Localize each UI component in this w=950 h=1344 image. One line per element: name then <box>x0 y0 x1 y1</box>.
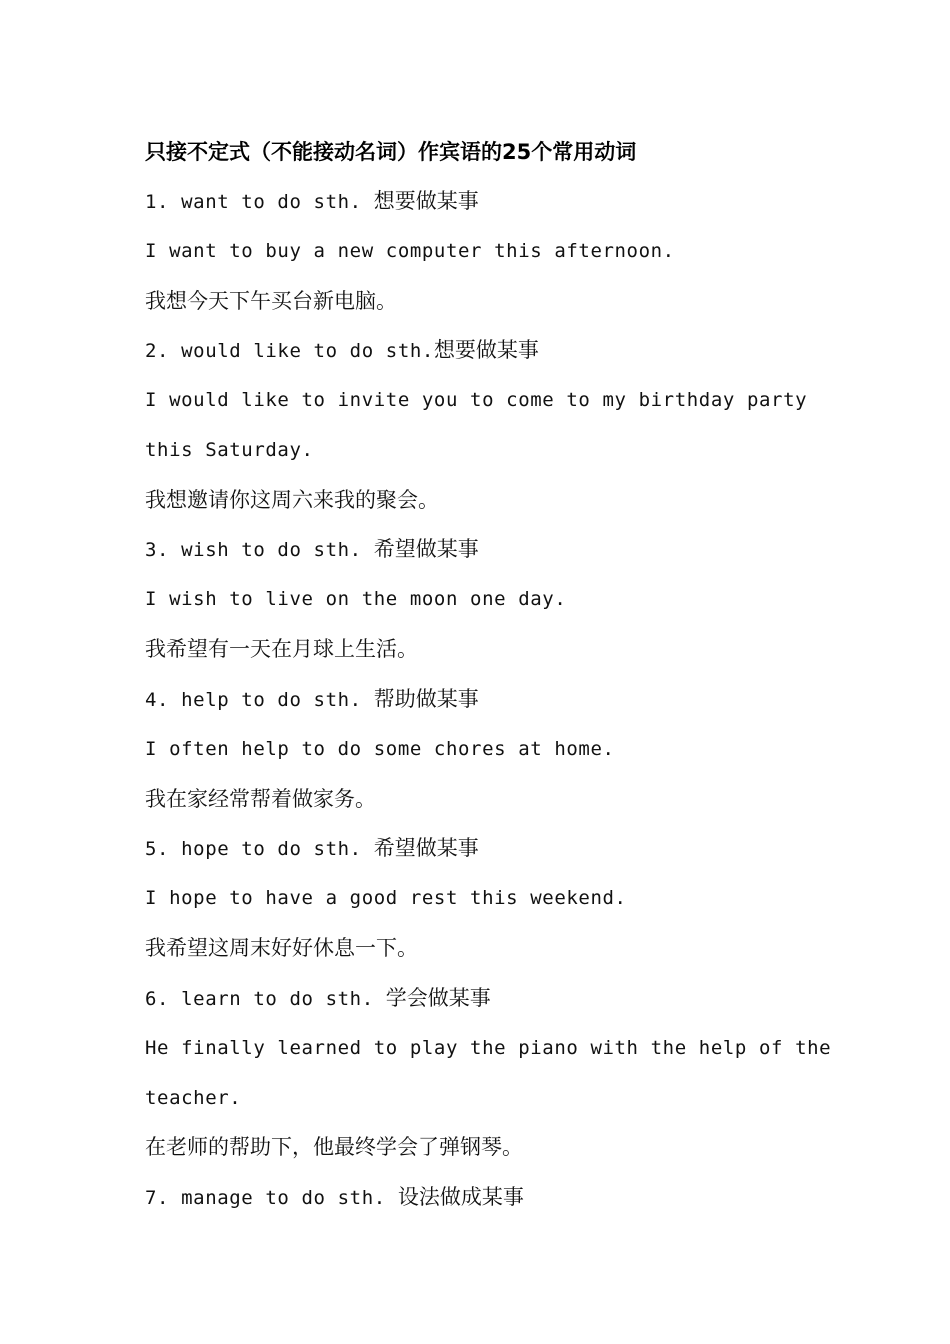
entry-heading <box>145 534 479 567</box>
example-sentence: I would like to invite you to come to my birthday party <box>145 389 808 411</box>
example-sentence: He finally learned to play the piano with the help of the <box>145 1037 832 1059</box>
entry-meaning: 希望做某事 <box>373 836 479 860</box>
example-sentence: I hope to have a good rest this weekend. <box>145 887 627 909</box>
entry-phrase: 1. want to do sth. <box>145 191 374 213</box>
example-translation: 我希望这周末好好休息一下。 <box>145 936 418 960</box>
example-translation: 我想邀请你这周六来我的聚会。 <box>145 488 439 512</box>
example-sentence-continued: this Saturday. <box>145 439 314 461</box>
example-translation: 我希望有一天在月球上生活。 <box>145 637 418 661</box>
entry-phrase: 4. help to do sth. <box>145 689 374 711</box>
entry-phrase: 7. manage to do sth. <box>145 1187 398 1209</box>
entry-meaning: 帮助做某事 <box>373 687 479 711</box>
entry-heading <box>145 1182 524 1215</box>
example-sentence: I want to buy a new computer this afternoon. <box>145 240 675 262</box>
entry-phrase: 2. would like to do sth. <box>145 340 434 362</box>
example-translation: 我想今天下午买台新电脑。 <box>145 289 397 313</box>
example-sentence-continued: teacher. <box>145 1087 242 1109</box>
example-sentence: I wish to live on the moon one day. <box>145 588 567 610</box>
example-translation: 我在家经常帮着做家务。 <box>145 787 376 811</box>
entry-heading <box>145 983 491 1016</box>
entry-meaning: 想要做某事 <box>373 189 479 213</box>
entry-meaning: 希望做某事 <box>373 537 479 561</box>
document-title: 只接不定式（不能接动名词）作宾语的25个常用动词 <box>145 140 637 164</box>
entry-phrase: 3. wish to do sth. <box>145 539 374 561</box>
entry-phrase: 5. hope to do sth. <box>145 838 374 860</box>
entry-heading <box>145 833 479 866</box>
entry-meaning: 学会做某事 <box>385 986 491 1010</box>
entry-meaning: 想要做某事 <box>433 338 539 362</box>
example-translation: 在老师的帮助下，他最终学会了弹钢琴。 <box>145 1135 523 1159</box>
example-sentence: I often help to do some chores at home. <box>145 738 615 760</box>
entry-meaning: 设法做成某事 <box>397 1185 524 1209</box>
entry-heading <box>145 186 479 219</box>
entry-heading <box>145 335 539 368</box>
entry-heading <box>145 684 479 717</box>
entry-phrase: 6. learn to do sth. <box>145 988 386 1010</box>
